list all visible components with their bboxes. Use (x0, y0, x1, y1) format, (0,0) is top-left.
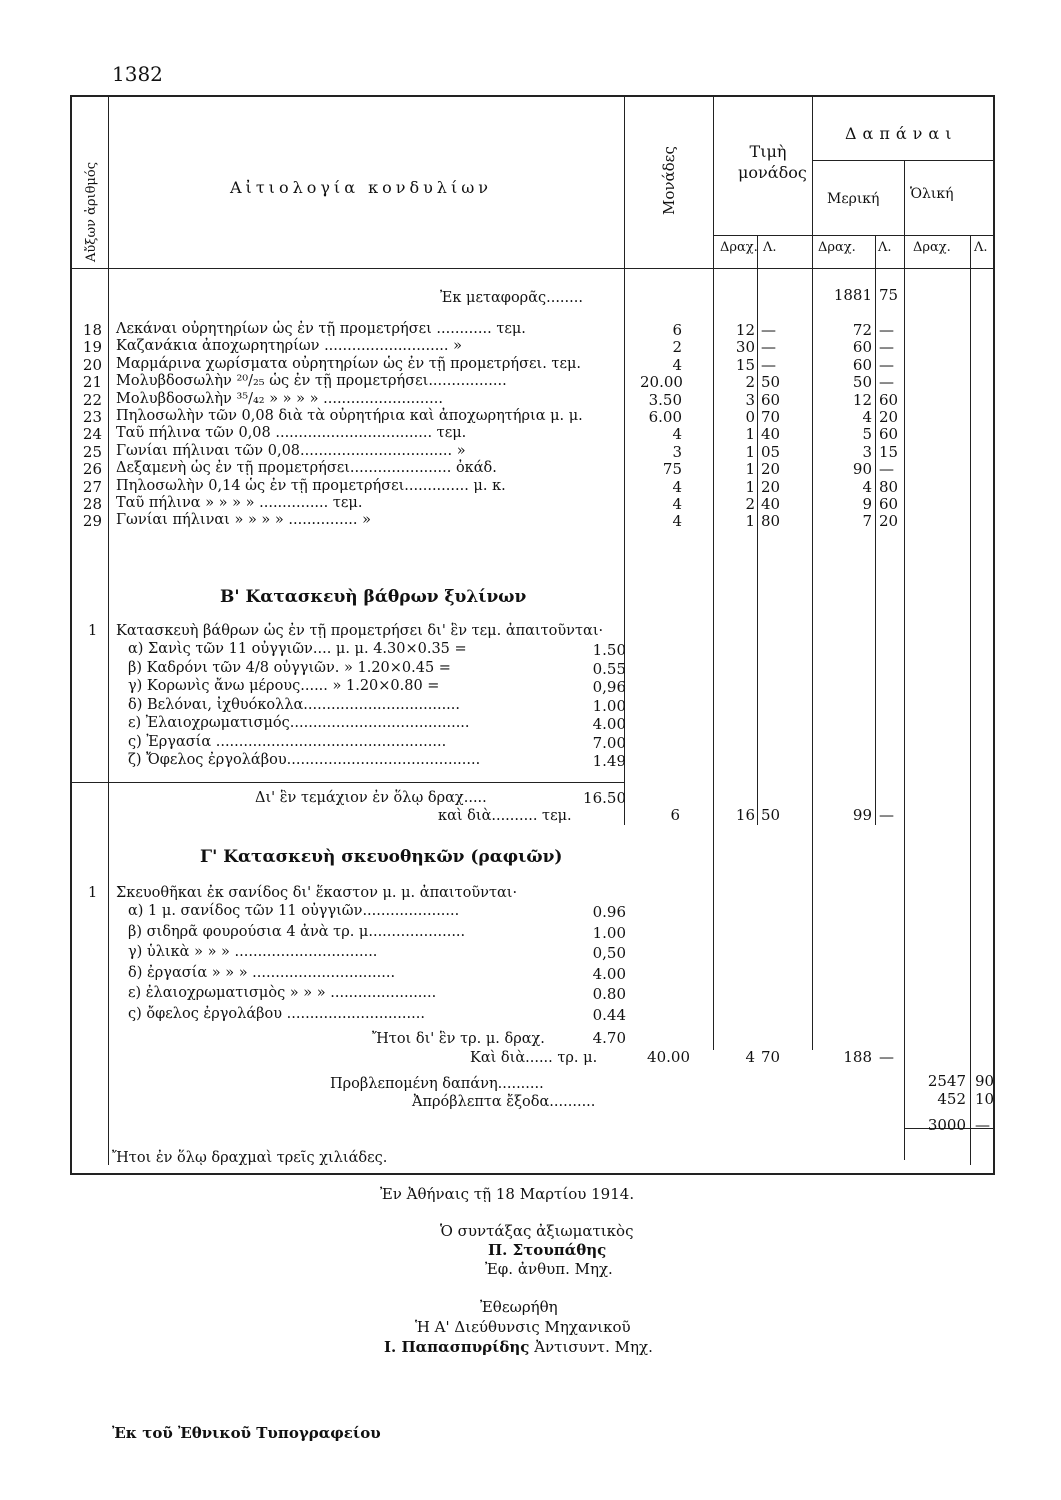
section-b-item-value: 1.00 (592, 696, 626, 715)
section-b-intro: Κατασκευὴ βάθρων ὡς ἐν τῇ προμετρήσει δι' ἓν τεμ. ἀπαιτοῦνται· (116, 623, 604, 639)
row-price-lepta: 50 (761, 373, 781, 392)
row-partial-drach: 12 (852, 390, 872, 409)
row-price-lepta: 80 (761, 512, 781, 531)
row-price-lepta: 60 (761, 390, 781, 409)
row-price-lepta: 40 (761, 425, 781, 444)
section-b-item-text: ς) Ἐργασία .................................................. (128, 733, 447, 750)
col-line-units (713, 95, 714, 1050)
row-partial-drach: 5 (862, 425, 872, 444)
composer-rank: Ἐφ. ἀνθυπ. Μηχ. (485, 1260, 613, 1278)
section-c-partial-lepta: — (879, 1048, 894, 1066)
row-partial-lepta: 20 (879, 512, 899, 531)
section-b-item-text: ζ) Ὄφελος ἐργολάβου.......................................... (128, 752, 481, 768)
row-units: 4 (672, 512, 682, 531)
header-line-expenses (812, 160, 995, 161)
header-expenses: Δαπάναι (845, 124, 958, 143)
header-price-drach: Δραχ. (720, 240, 758, 255)
section-c-item-text: δ) ἐργασία » » » ............................... (128, 964, 396, 981)
row-partial-lepta: — (879, 355, 894, 374)
row-aa: 23 (82, 408, 102, 426)
row-aa: 20 (82, 355, 102, 374)
row-description: Μολυβδοσωλὴν ³⁵/₄₂ » » » » .......................... (116, 390, 443, 407)
header-description: Αἰτιολογία κονδυλίων (230, 178, 492, 197)
row-price-drach: 1 (745, 460, 755, 479)
header-partial: Μερική (827, 191, 880, 207)
row-partial-lepta: 60 (879, 425, 899, 444)
section-b-item-text: ε) Ἐλαιοχρωματισμός....................................... (128, 715, 470, 731)
row-partial-lepta: 60 (879, 495, 899, 513)
row-units: 2 (672, 338, 682, 357)
row-units: 75 (662, 460, 682, 479)
section-c-item-text: β) σιδηρᾶ φουρούσια 4 ἀνὰ τρ. μ..................... (128, 923, 466, 940)
aprovlepta-drach: 452 (937, 1090, 966, 1108)
section-c-itoi-value: 4.70 (592, 1029, 626, 1047)
total-in-words: Ἤτοι ἐν ὅλῳ δραχμαὶ τρεῖς χιλιάδες. (112, 1150, 388, 1166)
row-aa: 18 (82, 321, 102, 339)
header-line-bottom (70, 268, 995, 269)
provlepomeni-drach: 2547 (927, 1072, 966, 1090)
row-description: Ταῦ πήλινα » » » » ............... τεμ. (116, 495, 363, 511)
section-b-kai-dia: καὶ διὰ.......... τεμ. (438, 808, 572, 824)
row-partial-drach: 7 (862, 512, 872, 531)
header-price-text: Τιμὴ μονάδος (738, 142, 807, 182)
row-description: Πηλοσωλὴν 0,14 ὡς ἐν τῇ προμετρήσει.............. μ. κ. (116, 477, 506, 494)
carried-lepta: 75 (879, 286, 899, 304)
row-price-lepta: — (761, 321, 776, 339)
row-partial-lepta: 60 (879, 390, 899, 409)
row-price-lepta: 20 (761, 460, 781, 479)
row-aa: 28 (82, 495, 102, 513)
section-b-item-text: δ) Βελόναι, ἰχθυόκολλα.................................. (128, 696, 461, 713)
row-aa: 22 (82, 390, 102, 409)
section-c-item-text: ε) ἐλαιοχρωματισμὸς » » » ....................... (128, 985, 437, 1002)
section-b-item-value: 1.50 (592, 641, 626, 659)
row-description: Μολυβδοσωλὴν ²⁰/₂₅ ὡς ἐν τῇ προμετρήσει................. (116, 373, 507, 390)
row-price-lepta: 70 (761, 408, 781, 426)
col-line-partial-l (875, 235, 876, 825)
section-b-partial-drach: 99 (852, 806, 872, 824)
section-c-kai-dia: Καὶ διὰ...... τρ. μ. (470, 1050, 598, 1066)
row-units: 20.00 (640, 373, 683, 392)
section-c-intro: Σκευοθῆκαι ἐκ σανίδος δι' ἕκαστον μ. μ. ἀπαιτοῦνται· (116, 885, 518, 901)
row-units: 4 (672, 477, 682, 496)
row-price-drach: 15 (735, 355, 755, 374)
row-description: Λεκάναι οὐρητηρίων ὡς ἐν τῇ προμετρήσει ............ τεμ. (116, 321, 526, 337)
row-aa: 26 (82, 460, 102, 479)
row-partial-lepta: — (879, 373, 894, 392)
section-b-item-value: 0.55 (592, 659, 626, 678)
composer-name: Π. Στουπάθης (488, 1241, 607, 1259)
row-price-drach: 1 (745, 442, 755, 461)
header-total-drach: Δραχ. (913, 240, 951, 255)
row-price-drach: 2 (745, 373, 755, 392)
section-b-partial-lepta: — (879, 806, 894, 824)
section-b-item-value: 1.49 (592, 752, 626, 770)
section-c-item-value: 0,50 (592, 944, 626, 963)
row-aa: 21 (82, 373, 102, 392)
section-b-item-value: 7.00 (592, 733, 626, 752)
section-c-title: Γ' Κατασκευὴ σκευοθηκῶν (ραφιῶν) (200, 847, 563, 867)
row-description: Δεξαμενὴ ὡς ἐν τῇ προμετρήσει...................... ὀκάδ. (116, 460, 497, 477)
section-b-item-value: 0,96 (592, 678, 626, 696)
section-b-item-value: 4.00 (592, 715, 626, 733)
section-c-item-text: γ) ὑλικὰ » » » ............................... (128, 944, 378, 961)
row-units: 3.50 (648, 390, 682, 409)
section-c-item-text: α) 1 μ. σανίδος τῶν 11 οὐγγιῶν..................... (128, 903, 460, 919)
row-partial-drach: 90 (852, 460, 872, 479)
row-aa: 25 (82, 442, 102, 461)
header-partial-lepta: Λ. (878, 240, 892, 255)
row-partial-lepta: — (879, 321, 894, 339)
row-partial-drach: 72 (852, 321, 872, 339)
row-partial-drach: 4 (862, 477, 872, 496)
aprovlepta-lepta: 10 (975, 1090, 995, 1108)
section-c-itoi-label: Ἤτοι δι' ἓν τρ. μ. δραχ. (372, 1031, 545, 1047)
row-aa: 24 (82, 425, 102, 444)
row-price-lepta: 40 (761, 495, 781, 513)
row-partial-lepta: 15 (879, 442, 899, 461)
section-b-title: Β' Κατασκευὴ βάθρων ξυλίνων (220, 587, 527, 607)
section-c-price-drach: 4 (745, 1048, 755, 1066)
header-aa: Αὔξων ἀριθμός (84, 162, 99, 262)
place-date: Ἐν Ἀθήναις τῇ 18 Μαρτίου 1914. (380, 1185, 635, 1203)
row-price-drach: 2 (745, 495, 755, 513)
director-line (384, 1338, 653, 1356)
section-b-per-piece-value: 16.50 (583, 789, 626, 807)
carried-label: Ἐκ μεταφορᾶς........ (440, 290, 583, 306)
row-aa: 19 (82, 338, 102, 357)
composer-title: Ὁ συντάξας ἀξιωματικὸς (440, 1222, 634, 1240)
section-b-price-drach: 16 (735, 806, 755, 824)
row-price-drach: 3 (745, 390, 755, 409)
row-partial-lepta: 80 (879, 477, 899, 496)
row-price-drach: 1 (745, 425, 755, 444)
row-description: Γωνίαι πήλιναι » » » » ............... » (116, 512, 372, 529)
row-description: Ταῦ πήλινα τῶν 0,08 .................................. τεμ. (116, 425, 467, 442)
aprovlepta-label: Ἀπρόβλεπτα ἔξοδα.......... (412, 1094, 596, 1110)
col-line-aa (108, 95, 109, 1165)
row-partial-drach: 50 (852, 373, 872, 392)
row-price-drach: 1 (745, 512, 755, 531)
row-price-lepta: — (761, 355, 776, 374)
section-c-item-value: 0.44 (592, 1006, 626, 1024)
printer-footer: Ἐκ τοῦ Ἐθνικοῦ Τυπογραφείου (112, 1424, 381, 1442)
header-units: Μονάδες (660, 146, 678, 215)
section-b-price-lepta: 50 (761, 806, 781, 824)
header-price-lepta: Λ. (763, 240, 777, 255)
header-total: Ὁλική (910, 186, 954, 202)
section-b-number: 1 (88, 623, 98, 639)
section-c-item-value: 4.00 (592, 964, 626, 983)
row-units: 6 (672, 321, 682, 339)
carried-drach: 1881 (833, 286, 872, 304)
row-price-lepta: 20 (761, 477, 781, 496)
row-partial-drach: 60 (852, 355, 872, 374)
row-units: 3 (672, 442, 682, 461)
col-line-total-l (970, 235, 971, 1165)
section-c-item-value: 1.00 (592, 923, 626, 942)
grand-total-lepta: — (975, 1116, 990, 1134)
row-price-drach: 0 (745, 408, 755, 426)
row-price-drach: 1 (745, 477, 755, 496)
row-description: Μαρμάρινα χωρίσματα οὐρητηρίων ὡς ἐν τῇ προμετρήσει. τεμ. (116, 355, 581, 372)
row-description: Πηλοσωλὴν τῶν 0,08 διὰ τὰ οὐρητήρια καὶ ἀποχωρητήρια μ. μ. (116, 408, 583, 424)
row-partial-drach: 4 (862, 408, 872, 426)
section-b-item-text: β) Καδρόνι τῶν 4/8 οὐγγιῶν. » 1.20×0.45 = (128, 659, 451, 676)
row-partial-lepta: — (879, 460, 894, 479)
section-c-item-text: ς) ὄφελος ἐργολάβου .............................. (128, 1006, 425, 1022)
row-aa: 27 (82, 477, 102, 496)
row-units: 4 (672, 355, 682, 374)
row-aa: 29 (82, 512, 102, 531)
row-price-drach: 30 (735, 338, 755, 357)
header-price (738, 142, 807, 184)
directorate: Ἡ Α' Διεύθυνσις Μηχανικοῦ (415, 1318, 631, 1336)
section-c-number: 1 (88, 885, 98, 901)
approved-label: Ἐθεωρήθη (480, 1298, 558, 1316)
header-total-lepta: Λ. (974, 240, 988, 255)
provlepomeni-label: Προβλεπομένη δαπάνη.......... (330, 1076, 544, 1092)
section-c-item-value: 0.80 (592, 985, 626, 1004)
grand-total-drach: 3000 (927, 1116, 966, 1134)
col-line-price (812, 95, 813, 1050)
section-c-partial-drach: 188 (843, 1048, 872, 1066)
section-b-line (70, 782, 625, 783)
section-b-units: 6 (670, 806, 680, 824)
provlepomeni-lepta: 90 (975, 1072, 995, 1090)
section-b-item-text: α) Σανὶς τῶν 11 οὐγγιῶν.... μ. μ. 4.30×0.35 = (128, 641, 467, 657)
row-partial-drach: 60 (852, 338, 872, 357)
row-units: 4 (672, 495, 682, 513)
row-description: Γωνίαι πήλιναι τῶν 0,08................................. » (116, 442, 466, 459)
director-rank: Ἀντισυντ. Μηχ. (534, 1338, 653, 1356)
col-line-partial (904, 160, 905, 1160)
row-price-lepta: 05 (761, 442, 781, 461)
page-number: 1382 (112, 62, 163, 86)
section-c-price-lepta: 70 (761, 1048, 781, 1066)
row-price-lepta: — (761, 338, 776, 357)
section-b-per-piece-label: Δι' ἓν τεμάχιον ἐν ὅλῳ δραχ..... (255, 790, 487, 806)
section-b-item-text: γ) Κορωνὶς ἄνω μέρους...... » 1.20×0.80 = (128, 678, 440, 694)
row-partial-lepta: 20 (879, 408, 899, 426)
col-line-price-l (757, 235, 758, 825)
row-units: 4 (672, 425, 682, 444)
row-partial-lepta: — (879, 338, 894, 357)
section-c-item-value: 0.96 (592, 903, 626, 921)
row-price-drach: 12 (735, 321, 755, 339)
row-description: Καζανάκια ἀποχωρητηρίων ........................... » (116, 338, 462, 355)
header-line-units (713, 235, 995, 236)
row-partial-drach: 9 (862, 495, 872, 513)
row-units: 6.00 (648, 408, 682, 426)
director-name: Ι. Παπασπυρίδης (384, 1338, 530, 1356)
section-c-units: 40.00 (647, 1048, 690, 1066)
row-partial-drach: 3 (862, 442, 872, 461)
header-partial-drach: Δραχ. (818, 240, 856, 255)
